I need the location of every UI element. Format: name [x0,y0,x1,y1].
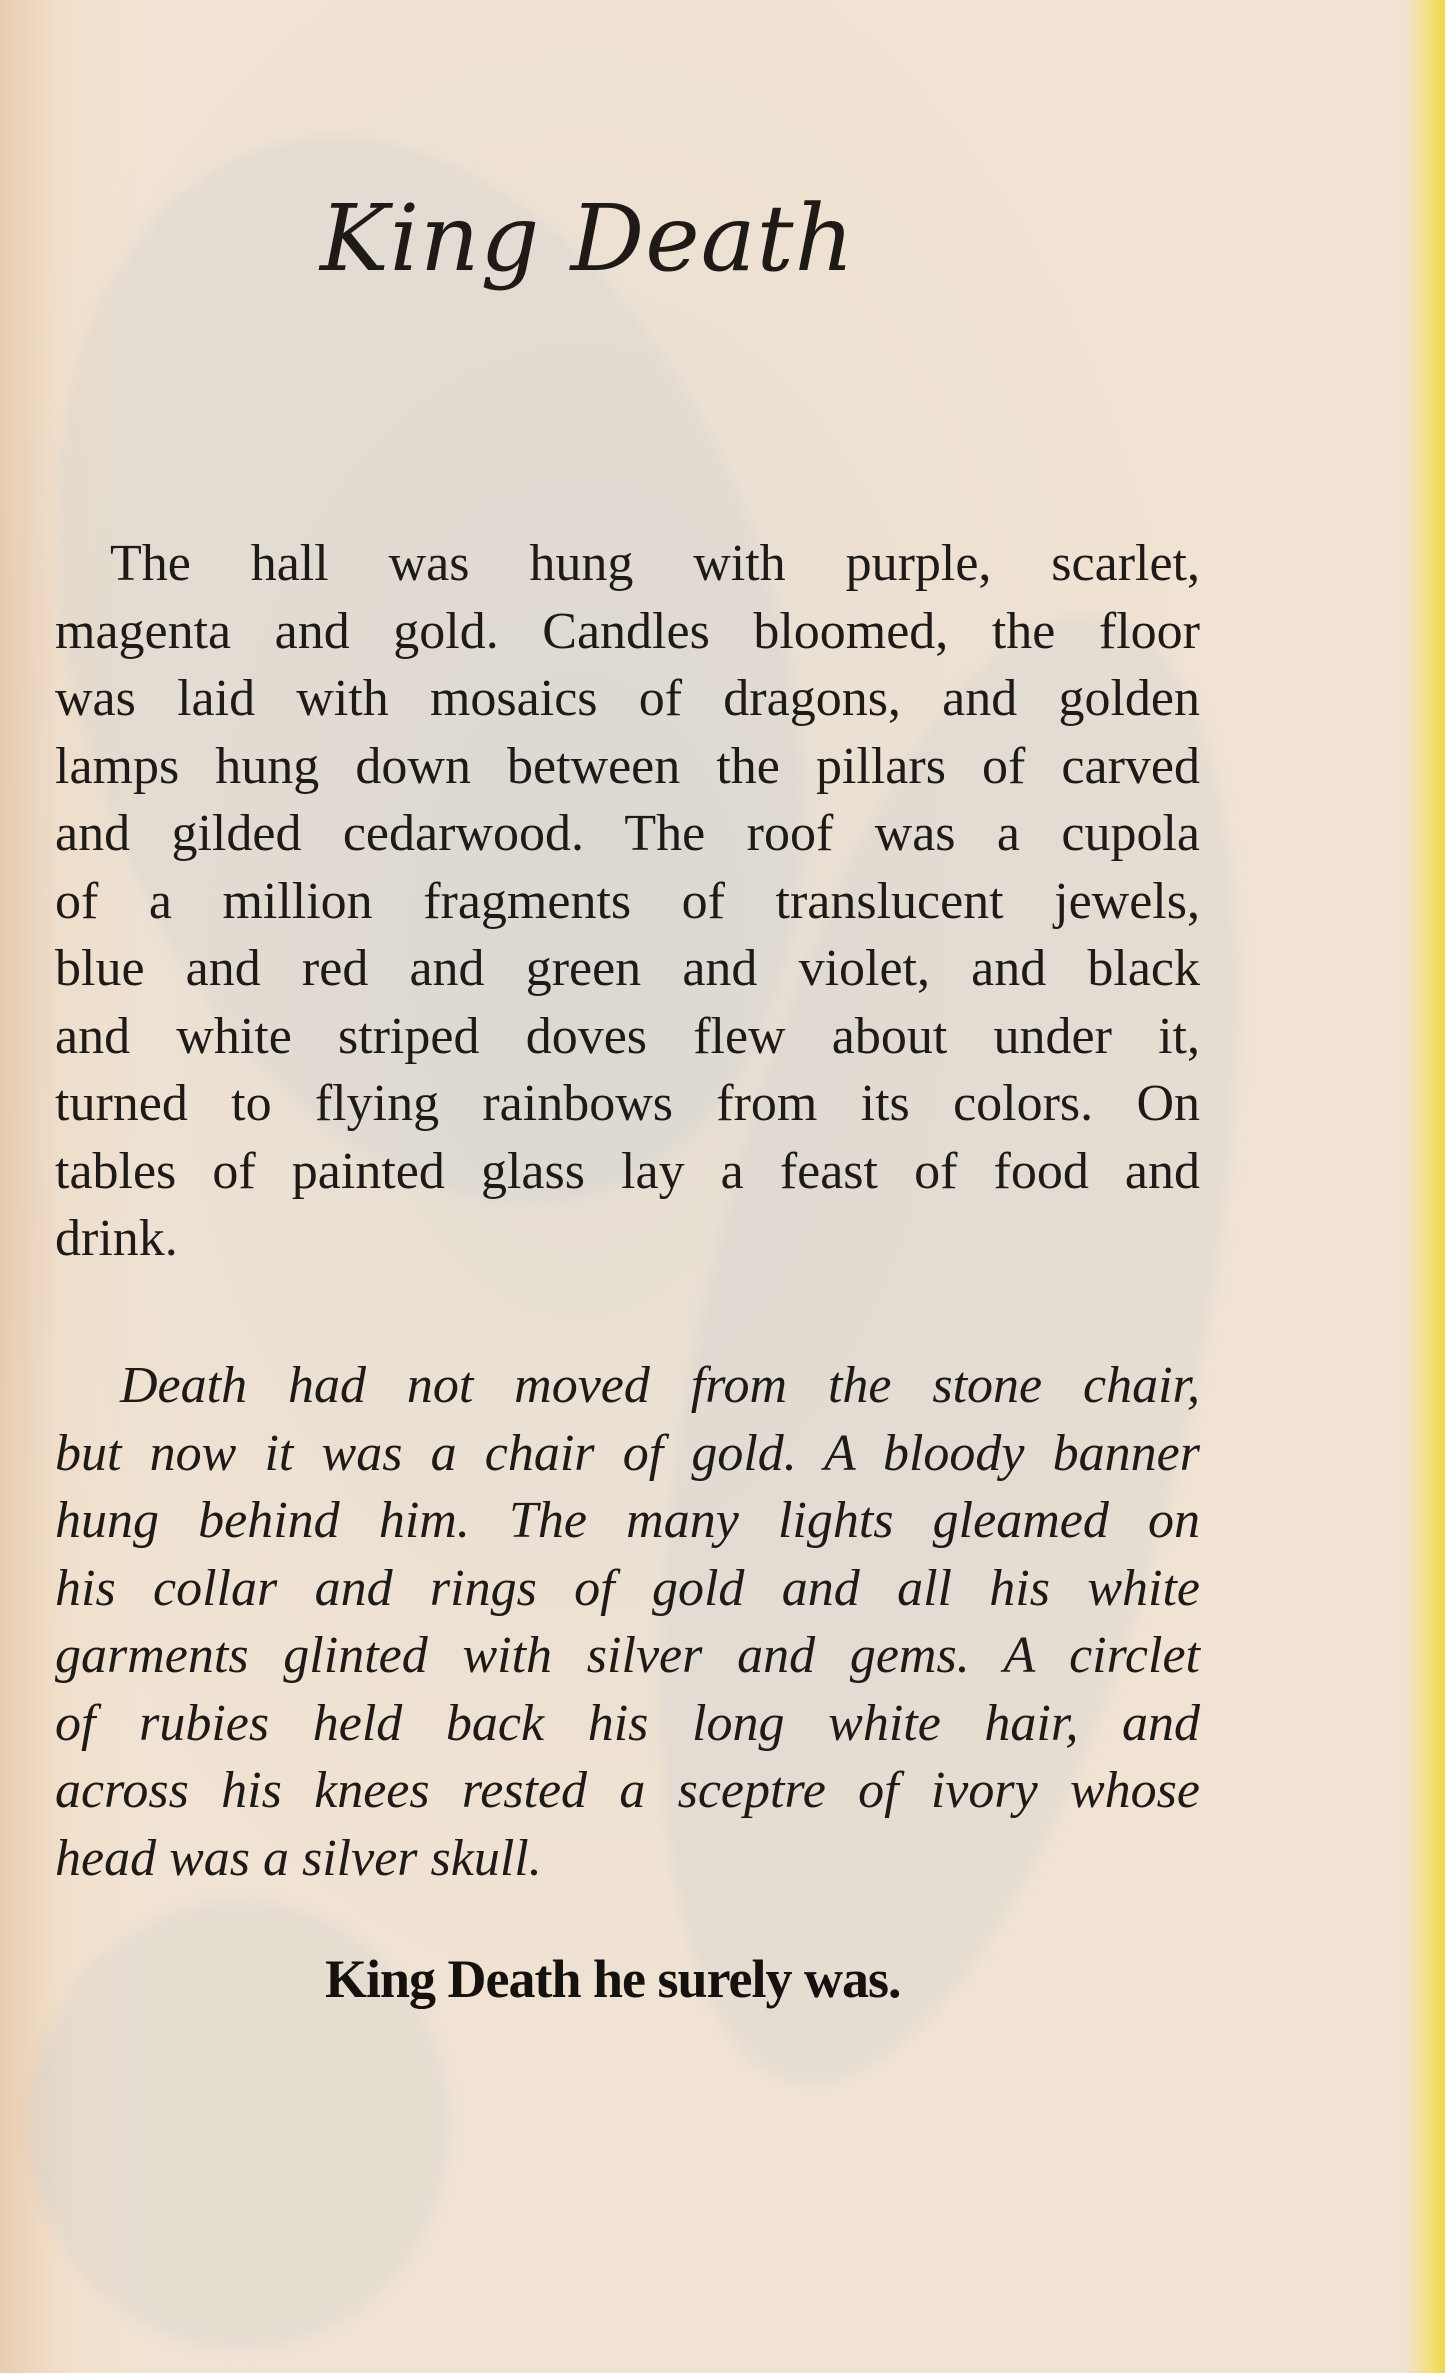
text-line: turned to flying rainbows from its colors. On [55,1075,1200,1132]
text-line: and gilded cedarwood. The roof was a cupola [55,805,1200,862]
chapter-title: King Death [320,185,855,292]
text-line: magenta and gold. Candles bloomed, the floor [55,602,1200,660]
paragraph-2 [55,1352,1200,1892]
text-line: his collar and rings of gold and all his white [55,1559,1200,1617]
text-line: hung behind him. The many lights gleamed on [55,1492,1200,1549]
text-line: but now it was a chair of gold. A bloody banner [55,1424,1200,1482]
text-line: of rubies held back his long white hair, and [55,1694,1200,1752]
text-line: The hall was hung with purple, scarlet, [110,535,1200,592]
text-line: of a million fragments of translucent jewels, [55,872,1200,930]
text-line: blue and red and green and violet, and black [55,940,1200,997]
text-line: tables of painted glass lay a feast of food and [55,1142,1200,1200]
text-line: garments glinted with silver and gems. A circlet [55,1627,1200,1684]
text-line: lamps hung down between the pillars of carved [55,737,1200,795]
closing-line: King Death he surely was. [325,1949,901,2009]
text-line: Death had not moved from the stone chair, [120,1357,1200,1414]
text-line: drink. [55,1210,178,1267]
text-line: head was a silver skull. [55,1829,542,1887]
paragraph-1 [55,530,1200,1273]
text-line: was laid with mosaics of dragons, and golden [55,670,1200,727]
text-line: and white striped doves flew about under it, [55,1007,1200,1065]
text-line: across his knees rested a sceptre of ivory whose [55,1762,1200,1819]
